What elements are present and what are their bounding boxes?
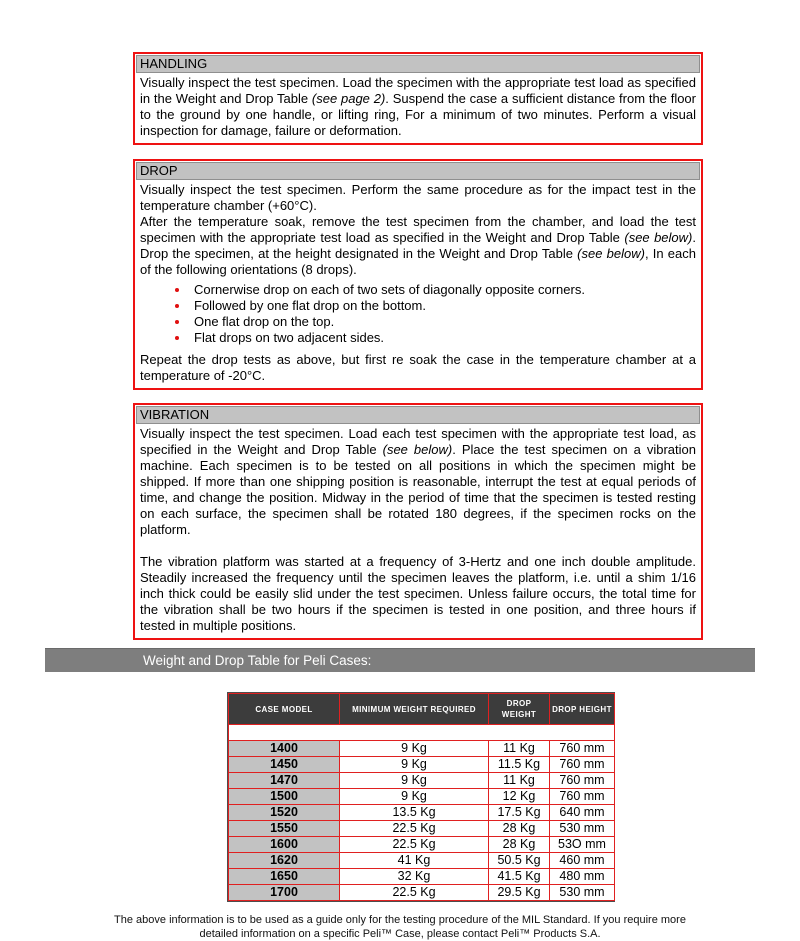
case-model-cell: 1700 [229, 885, 340, 901]
table-cell: 760 mm [550, 789, 615, 805]
case-model-cell: 1500 [229, 789, 340, 805]
section-paragraph [140, 352, 696, 384]
section-vibration [133, 403, 703, 640]
table-cell: 760 mm [550, 741, 615, 757]
table-cell: 13.5 Kg [340, 805, 489, 821]
table-cell: 28 Kg [489, 837, 550, 853]
table-cell: 11 Kg [489, 773, 550, 789]
table-cell: 460 mm [550, 853, 615, 869]
list-item: • One flat drop on the top. [190, 314, 696, 330]
table-cell: 29.5 Kg [489, 885, 550, 901]
weight-drop-table-head [229, 694, 615, 741]
italic-text-run: (see below) [577, 246, 645, 261]
footer-line-2: detailed information on a specific Peli™ Case, please contact Peli™ Products S.A. [199, 927, 601, 940]
table-cell: 9 Kg [340, 757, 489, 773]
section-handling [133, 52, 703, 145]
case-model-cell: 1620 [229, 853, 340, 869]
text-run: . Suspend the case a sufficient distance from the floor to the ground by one handle, or lifting ring, For a minimum of two minutes. Perform a visual inspection for damage, failure or deformation. [140, 91, 696, 138]
table-cell: 50.5 Kg [489, 853, 550, 869]
table-row [229, 837, 615, 853]
section-drop [133, 159, 703, 390]
weight-drop-table-body [229, 741, 615, 901]
case-model-cell: 1600 [229, 837, 340, 853]
table-row [229, 757, 615, 773]
list-item: • Followed by one flat drop on the bottom. [190, 298, 696, 314]
column-header: CASE MODEL [229, 694, 340, 725]
drop-orientation-list [140, 282, 696, 346]
text-run: The vibration platform was started at a frequency of 3-Hertz and one inch double amplitude. Steadily increased the frequency until the specimen leaves the platform, i.e. until a shim 1/16 inch thick could be easily slid under the test specimen. Unless failure occurs, the total time for the vibration shall be two hours if the specimen is tested in one position, and three hours if tested in multiple positions. [140, 554, 696, 633]
text-run: Visually inspect the test specimen. Load each test specimen with the appropriate test load, as specified in the Weight and Drop Table [140, 426, 696, 457]
table-cell: 760 mm [550, 757, 615, 773]
table-row [229, 805, 615, 821]
weight-drop-table-frame [227, 692, 615, 902]
table-cell: 22.5 Kg [340, 837, 489, 853]
table-row [229, 741, 615, 757]
table-cell: 17.5 Kg [489, 805, 550, 821]
table-cell: 53O mm [550, 837, 615, 853]
column-header: DROP HEIGHT [550, 694, 615, 725]
section-handling-title: HANDLING [136, 55, 700, 73]
text-run: Visually inspect the test specimen. Perform the same procedure as for the impact test in the temperature chamber (+60°C). [140, 182, 696, 213]
table-cell: 22.5 Kg [340, 885, 489, 901]
column-header: DROP WEIGHT [489, 694, 550, 725]
text-run: . Place the test specimen on a vibration machine. Each specimen is to be tested on all positions in which the specimen might be shipped. If more than one shipping position is reasonable, interrupt the test at equal periods of time, and change the position. Midway in the period of time that the specimen is tested resting on each surface, the specimen shall be rotated 180 degrees, if the specimen rocks on the platform. [140, 442, 697, 537]
table-cell: 9 Kg [340, 773, 489, 789]
footer-note [0, 914, 800, 941]
section-drop-title: DROP [136, 162, 700, 180]
table-cell: 41.5 Kg [489, 869, 550, 885]
table-row [229, 773, 615, 789]
table-cell: 12 Kg [489, 789, 550, 805]
column-header: MINIMUM WEIGHT REQUIRED [340, 694, 489, 725]
section-handling-body [136, 73, 700, 142]
case-model-cell: 1400 [229, 741, 340, 757]
section-paragraph [140, 554, 696, 634]
footer-line-1: The above information is to be used as a guide only for the testing procedure of the MIL Standard. If you require more [114, 914, 686, 926]
case-model-cell: 1450 [229, 757, 340, 773]
table-row [229, 821, 615, 837]
list-item: • Cornerwise drop on each of two sets of diagonally opposite corners. [190, 282, 696, 298]
section-paragraph [140, 75, 696, 139]
table-cell: 9 Kg [340, 741, 489, 757]
table-cell: 22.5 Kg [340, 821, 489, 837]
section-paragraph [140, 182, 696, 214]
weight-drop-table [228, 693, 615, 901]
table-cell: 640 mm [550, 805, 615, 821]
table-cell: 530 mm [550, 885, 615, 901]
table-cell: 32 Kg [340, 869, 489, 885]
italic-text-run: (see below) [382, 442, 453, 457]
header-spacer-cell [229, 725, 615, 741]
table-banner [45, 648, 755, 672]
table-cell: 11 Kg [489, 741, 550, 757]
table-cell: 28 Kg [489, 821, 550, 837]
table-cell: 480 mm [550, 869, 615, 885]
table-cell: 11.5 Kg [489, 757, 550, 773]
text-run: Repeat the drop tests as above, but first re soak the case in the temperature chamber at a temperature of -20°C. [140, 352, 696, 383]
table-row [229, 853, 615, 869]
table-cell: 9 Kg [340, 789, 489, 805]
section-drop-body [136, 180, 700, 387]
section-vibration-title: VIBRATION [136, 406, 700, 424]
header-row [229, 694, 615, 725]
table-row [229, 869, 615, 885]
section-paragraph [140, 426, 696, 538]
section-vibration-body [136, 424, 700, 637]
case-model-cell: 1470 [229, 773, 340, 789]
table-row [229, 885, 615, 901]
text-run: . Drop the specimen, at the height designated in the Weight and Drop Table [140, 230, 697, 261]
text-run: , In each of the following orientations (8 drops). [140, 246, 696, 277]
table-cell: 530 mm [550, 821, 615, 837]
table-banner-label: Weight and Drop Table for Peli Cases: [143, 653, 372, 668]
case-model-cell: 1520 [229, 805, 340, 821]
table-cell: 41 Kg [340, 853, 489, 869]
case-model-cell: 1550 [229, 821, 340, 837]
table-cell: 760 mm [550, 773, 615, 789]
italic-text-run: (see below) [624, 230, 693, 245]
table-row [229, 789, 615, 805]
list-item: • Flat drops on two adjacent sides. [190, 330, 696, 346]
text-run: Visually inspect the test specimen. Load the specimen with the appropriate test load as specified in the Weight and Drop Table [140, 75, 696, 106]
text-run: After the temperature soak, remove the test specimen from the chamber, and load the test specimen with the appropriate test load as specified in the Weight and Drop Table [140, 214, 696, 245]
case-model-cell: 1650 [229, 869, 340, 885]
italic-text-run: (see page 2) [311, 91, 386, 106]
header-spacer-row [229, 725, 615, 741]
section-paragraph [140, 214, 696, 278]
